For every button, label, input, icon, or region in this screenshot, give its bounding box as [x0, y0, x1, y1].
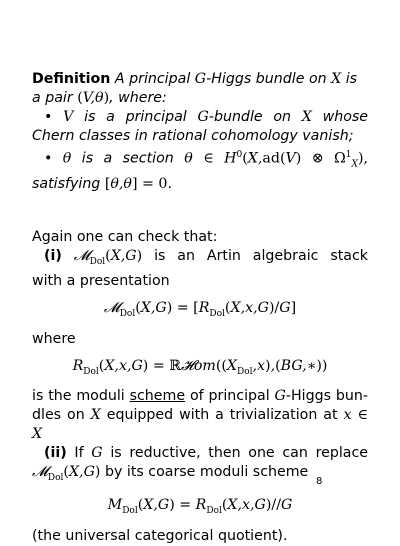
body-line-3: with a presentation	[32, 272, 170, 289]
body-block	[32, 228, 368, 546]
body-line-7: is the moduli scheme of principal G-Higgs bun-	[32, 388, 368, 405]
display-equation-2: $R_{Dol}(X,x,G)$ = $ℝ𝓗om((X_{Dol},x),(BG,∗))$	[72, 357, 328, 377]
definition-line-1-text: A principal G-Higgs bundle on X is	[114, 71, 358, 87]
definition-block	[32, 70, 368, 194]
page-number: 8	[316, 476, 323, 487]
body-line-2: (i) 𝓜$_{Dol}$(X,G) is an Artin algebraic stack	[44, 248, 368, 267]
definition-heading: Definition	[32, 71, 111, 87]
body-line-5: where	[32, 330, 76, 347]
body-line-9: X	[32, 426, 43, 443]
display-equation-1: 𝓜$_{Dol}$(X,G) = $[R_{Dol}(X,x,G)/G]$	[103, 299, 297, 319]
definition-line-1	[32, 70, 368, 89]
body-line-13: (the universal categorical quotient).	[32, 528, 288, 545]
definition-line-2: a pair (V,θ), where:	[32, 90, 167, 106]
definition-bullet-1: • V is a principal G-bundle on X whose	[44, 109, 369, 125]
body-line-1: Again one can check that:	[32, 229, 218, 245]
body-line-11: 𝓜$_{Dol}$(X,G) by its coarse moduli scheme	[32, 464, 309, 484]
body-line-10: (ii) If G is reductive, then one can replace	[44, 445, 368, 462]
definition-line-6: satisfying [θ,θ] = 0.	[32, 175, 172, 192]
definition-line-4: Chern classes in rational cohomology vanish;	[32, 128, 354, 144]
body-line-8: dles on X equipped with a trivialization at x ∈	[32, 407, 368, 424]
definition-bullet-2: • θ is a section θ ∈ $H^0(X,ad(V)$ ⊗ $\Omega^1_X$),	[44, 150, 368, 170]
display-equation-3: $M_{Dol}(X,G) = R_{Dol}(X,x,G)//G$	[107, 497, 293, 517]
